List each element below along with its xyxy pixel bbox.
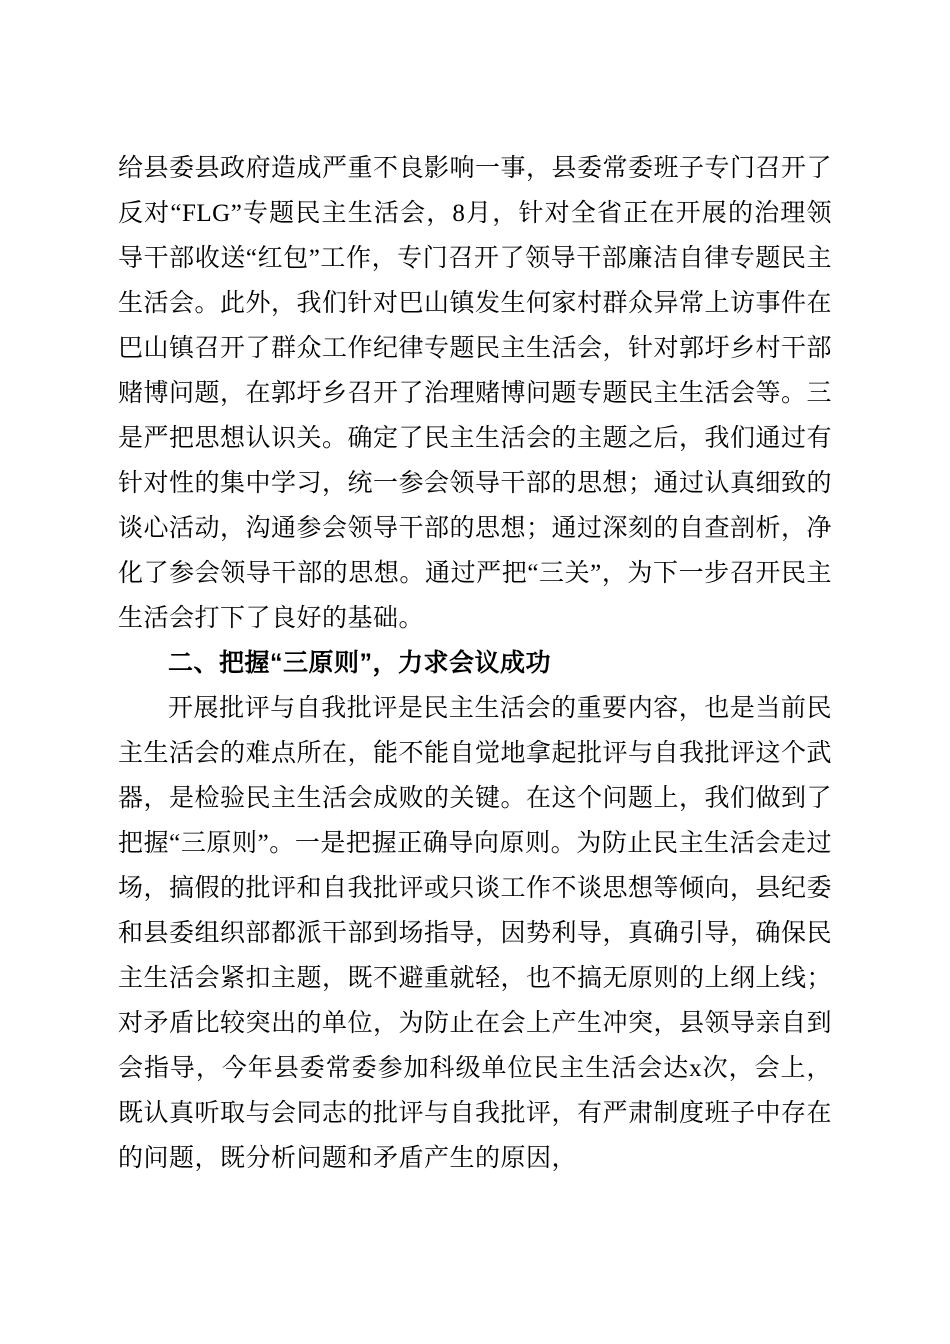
body-paragraph: 开展批评与自我批评是民主生活会的重要内容，也是当前民主生活会的难点所在，能不能自觉地拿起批评与自我批评这个武器，是检验民主生活会成败的关键。在这个问题上，我们做到了把握“三原则”。一是把握正确导向原则。为防止民主生活会走过场，搞假的批评和自我批评或只谈工作不谈思想等倾向，县纪委和县委组织部都派干部到场指导，因势利导，真确引导，确保民主生活会紧扣主题，既不避重就轻，也不搞无原则的上纲上线；对矛盾比较突出的单位，为防止在会上产生冲突，县领导亲自到会指导，今年县委常委参加科级单位民主生活会达x次，会上，既认真听取与会同志的批评与自我批评，有严肃制度班子中存在的问题，既分析问题和矛盾产生的原因， [118, 695, 833, 1172]
body-paragraph-continued: 给县委县政府造成严重不良影响一事，县委常委班子专门召开了反对“FLG”专题民主生活会，8月，针对全省正在开展的治理领导干部收送“红包”工作，专门召开了领导干部廉洁自律专题民主生活会。此外，我们针对巴山镇发生何家村群众异常上访事件在巴山镇召开了群众工作纪律专题民主生活会，针对郭圩乡村干部赌博问题，在郭圩乡召开了治理赌博问题专题民主生活会等。三是严把思想认识关。确定了民主生活会的主题之后，我们通过有针对性的集中学习，统一参会领导干部的思想；通过认真细致的谈心活动，沟通参会领导干部的思想；通过深刻的自查剖析，净化了参会领导干部的思想。通过严把“三关”，为下一步召开民主生活会打下了良好的基础。 [118, 155, 833, 632]
section-heading: 二、把握“三原则”，力求会议成功 [168, 649, 552, 677]
